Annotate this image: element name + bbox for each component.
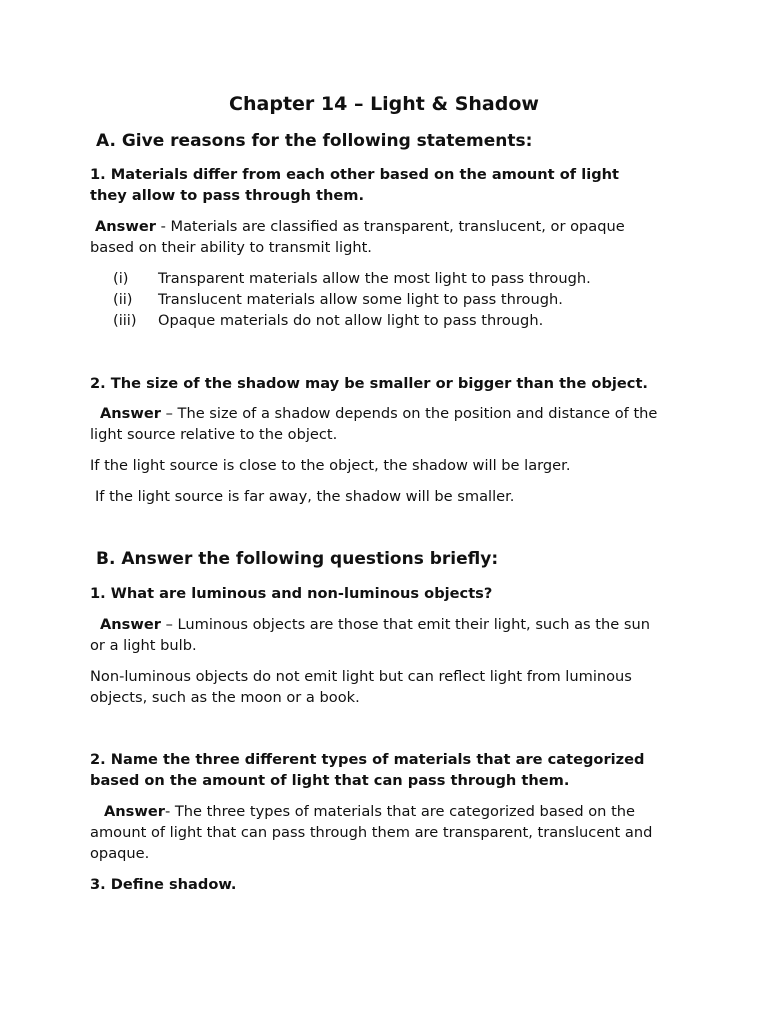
section-a-q1-answer-line2: based on their ability to transmit light. <box>90 239 372 256</box>
section-a-heading: A. Give reasons for the following statements: <box>96 131 533 151</box>
list-item <box>0 310 768 331</box>
list-item <box>0 289 768 310</box>
chapter-title: Chapter 14 – Light & Shadow <box>229 93 539 115</box>
section-b-q1-answer-line2: or a light bulb. <box>90 637 197 654</box>
section-a-q2-answer-line2: light source relative to the object. <box>90 426 338 443</box>
list-marker: (i) <box>113 270 129 287</box>
section-b-q2-answer-line1 <box>104 801 635 822</box>
list-text: Translucent materials allow some light to pass through. <box>158 291 563 308</box>
list-text: Opaque materials do not allow light to pass through. <box>158 312 544 329</box>
answer-text: - The three types of materials that are categorized based on the <box>164 803 636 820</box>
answer-text: – Luminous objects are those that emit their light, such as the sun <box>160 616 650 633</box>
section-a-q1-line1: 1. Materials differ from each other based on the amount of light <box>90 166 620 183</box>
section-b-q2-line2: based on the amount of light that can pass through them. <box>90 772 570 789</box>
section-b-q3-question: 3. Define shadow. <box>90 876 237 893</box>
section-a-q1-line2: they allow to pass through them. <box>90 187 365 204</box>
section-b-q2-answer-line2: amount of light that can pass through them are transparent, translucent and <box>90 824 653 841</box>
section-b-q1-question: 1. What are luminous and non-luminous objects? <box>90 585 493 602</box>
list-text: Transparent materials allow the most light to pass through. <box>158 270 591 287</box>
section-b-q2-answer-line3: opaque. <box>90 845 150 862</box>
answer-label: Answer <box>95 218 156 235</box>
section-a-q2-question: 2. The size of the shadow may be smaller or bigger than the object. <box>90 375 648 392</box>
answer-text: – The size of a shadow depends on the position and distance of the <box>160 405 658 422</box>
section-b-q1-answer-line1 <box>100 614 650 635</box>
section-a-q2-answer-line1 <box>100 403 657 424</box>
answer-label: Answer <box>100 616 161 633</box>
list-marker: (ii) <box>113 291 133 308</box>
section-b-heading: B. Answer the following questions briefly: <box>96 549 499 569</box>
section-b-q1-para1-line2: objects, such as the moon or a book. <box>90 689 360 706</box>
list-item <box>0 268 768 289</box>
section-b-q2-line1: 2. Name the three different types of materials that are categorized <box>90 751 645 768</box>
section-b-q1-para1-line1: Non-luminous objects do not emit light but can reflect light from luminous <box>90 668 632 685</box>
list-marker: (iii) <box>113 312 137 329</box>
section-a-q2-para1: If the light source is close to the object, the shadow will be larger. <box>90 457 571 474</box>
answer-label: Answer <box>100 405 161 422</box>
section-a-q1-answer-line1 <box>95 216 625 237</box>
answer-text: - Materials are classified as transparent, translucent, or opaque <box>155 218 625 235</box>
answer-label: Answer <box>104 803 165 820</box>
section-a-q2-para2: If the light source is far away, the shadow will be smaller. <box>95 488 515 505</box>
